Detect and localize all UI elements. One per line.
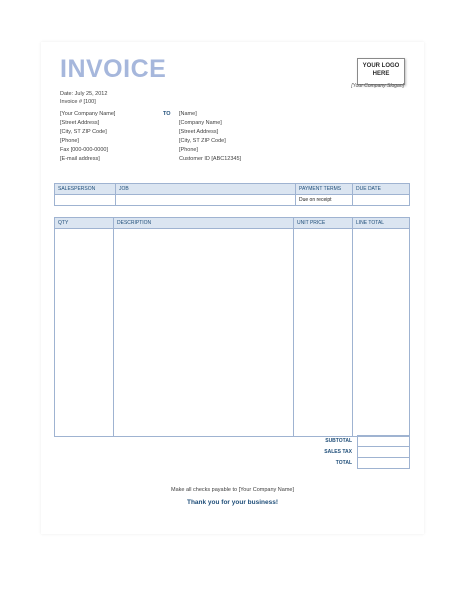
from-address xyxy=(60,110,115,164)
logo-placeholder xyxy=(357,58,405,85)
due-date-cell[interactable] xyxy=(353,195,410,206)
totals-table xyxy=(293,435,410,469)
from-line: [Your Company Name] xyxy=(60,111,116,117)
invoice-title: INVOICE xyxy=(60,55,167,83)
checks-note: Make all checks payable to [Your Company Name] xyxy=(171,487,294,493)
to-line: [Name] xyxy=(179,111,197,117)
items-table-header xyxy=(55,218,410,229)
to-line: [Phone] xyxy=(179,147,198,153)
to-line: [City, ST ZIP Code] xyxy=(179,138,226,144)
total-label: TOTAL xyxy=(335,460,352,466)
job-table-header xyxy=(55,184,410,195)
to-line: Customer ID [ABC12345] xyxy=(179,156,242,162)
col-unit-price: UNIT PRICE xyxy=(294,218,353,229)
subtotal-value[interactable] xyxy=(358,436,410,447)
col-description: DESCRIPTION xyxy=(114,218,294,229)
from-line: Fax [000-000-0000] xyxy=(60,147,109,153)
col-line-total: LINE TOTAL xyxy=(353,218,410,229)
description-cell[interactable] xyxy=(114,229,294,437)
qty-cell[interactable] xyxy=(55,229,114,437)
company-slogan: [Your Company Slogan] xyxy=(351,83,404,89)
unit-price-cell[interactable] xyxy=(294,229,353,437)
from-line: [E-mail address] xyxy=(60,156,100,162)
salesperson-cell[interactable] xyxy=(55,195,116,206)
invoice-page xyxy=(41,42,424,534)
invoice-meta xyxy=(60,90,107,106)
to-line: [Company Name] xyxy=(179,120,222,126)
from-line: [Street Address] xyxy=(60,120,100,126)
subtotal-row xyxy=(293,436,410,447)
col-salesperson: SALESPERSON xyxy=(55,184,116,195)
items-table xyxy=(54,217,410,437)
logo-line1: YOUR LOGO xyxy=(362,63,400,69)
total-row xyxy=(293,458,410,469)
col-job: JOB xyxy=(116,184,296,195)
subtotal-label: SUBTOTAL xyxy=(325,438,352,444)
to-line: [Street Address] xyxy=(179,129,219,135)
sales-tax-value[interactable] xyxy=(358,447,410,458)
table-row xyxy=(55,229,410,437)
line-total-cell[interactable] xyxy=(353,229,410,437)
table-row xyxy=(55,195,410,206)
invoice-number: Invoice # [100] xyxy=(60,99,96,105)
thanks-message: Thank you for your business! xyxy=(186,499,278,506)
col-qty: QTY xyxy=(55,218,114,229)
job-cell[interactable] xyxy=(116,195,296,206)
invoice-date: Date: July 25, 2012 xyxy=(60,91,108,97)
from-line: [City, ST ZIP Code] xyxy=(60,129,107,135)
payment-terms-cell[interactable]: Due on receipt xyxy=(296,195,353,206)
sales-tax-row xyxy=(293,447,410,458)
col-payment-terms: PAYMENT TERMS xyxy=(296,184,353,195)
total-value[interactable] xyxy=(358,458,410,469)
logo-line2: HERE xyxy=(372,71,390,77)
to-label: TO xyxy=(163,111,171,117)
col-due-date: DUE DATE xyxy=(353,184,410,195)
to-address xyxy=(179,110,241,164)
sales-tax-label: SALES TAX xyxy=(324,449,352,455)
from-line: [Phone] xyxy=(60,138,79,144)
job-table xyxy=(54,183,410,206)
